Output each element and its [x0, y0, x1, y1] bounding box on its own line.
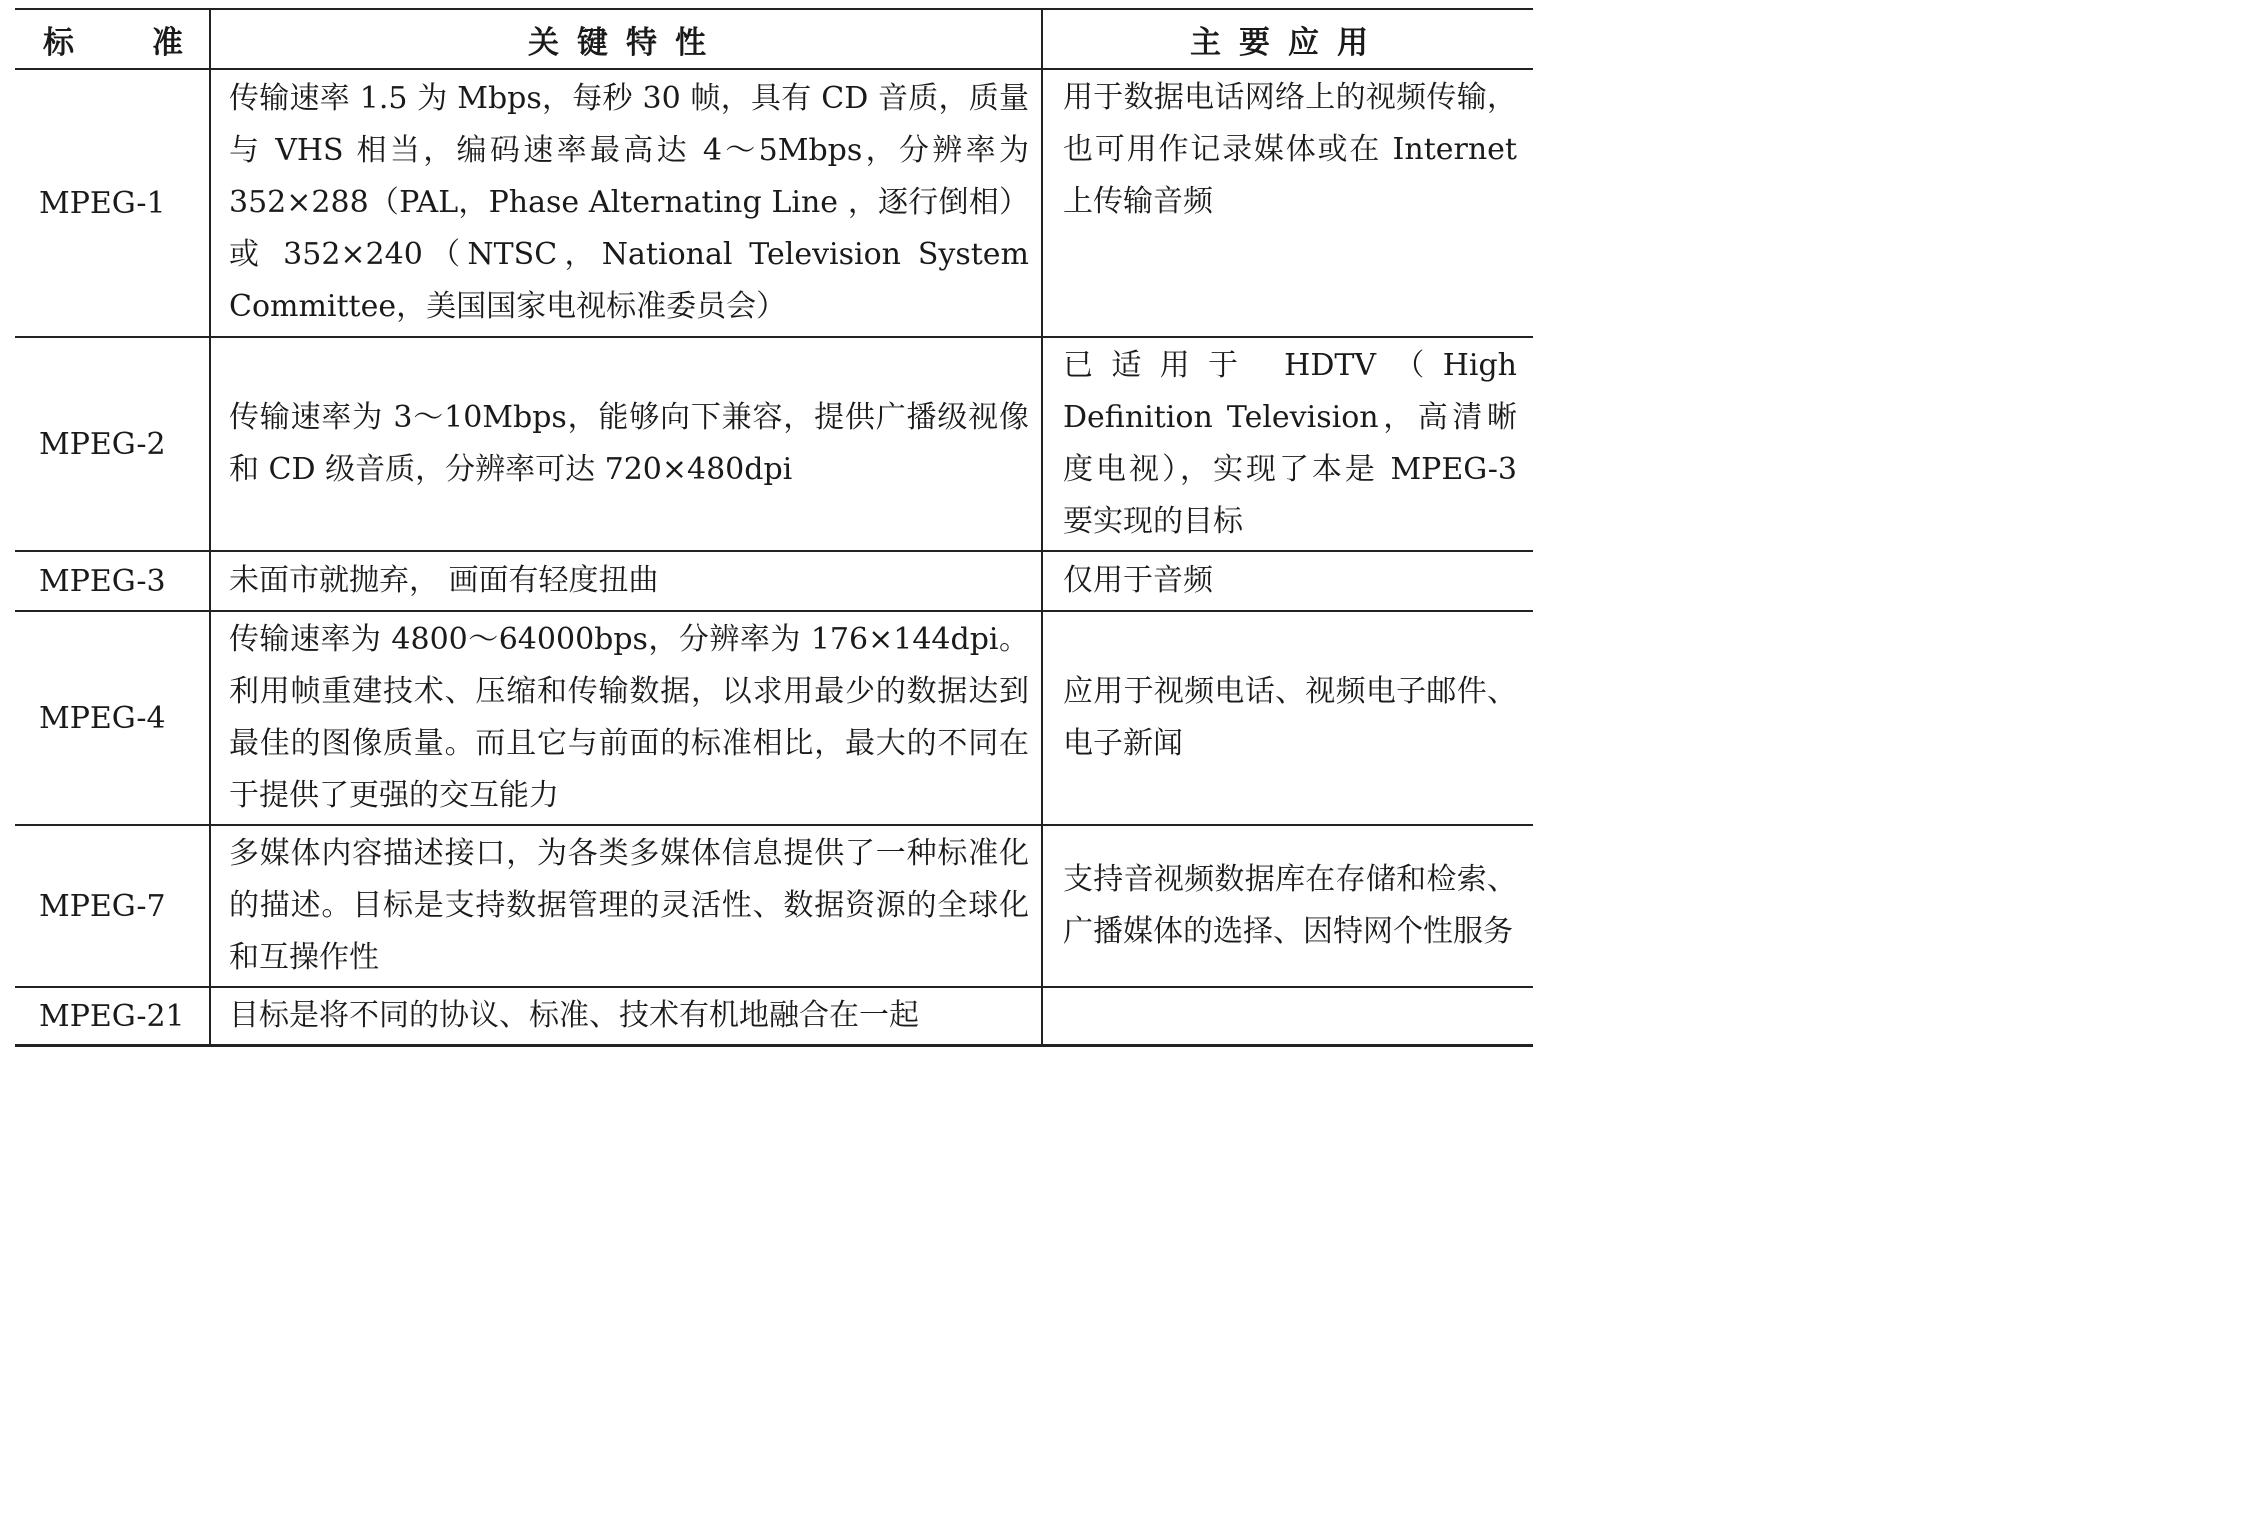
cell-standard: MPEG-21 [15, 987, 210, 1046]
table-row-mpeg-21 [15, 987, 1533, 1046]
cell-applications: 已适用于 HDTV（High Definition Television，高清晰度电视），实现了本是 MPEG-3 要实现的目标 [1042, 337, 1533, 551]
table-row-mpeg-4 [15, 611, 1533, 825]
cell-applications: 用于数据电话网络上的视频传输，也可用作记录媒体或在 Internet 上传输音频 [1042, 69, 1533, 337]
table-row-mpeg-1 [15, 69, 1533, 337]
header-standard [15, 9, 210, 69]
header-applications-label: 主要应用 [1190, 24, 1386, 61]
cell-applications: 支持音视频数据库在存储和检索、广播媒体的选择、因特网个性服务 [1042, 825, 1533, 987]
table-body [15, 69, 1533, 1046]
cell-features: 未面市就抛弃， 画面有轻度扭曲 [210, 551, 1042, 611]
table-row-mpeg-7 [15, 825, 1533, 987]
cell-standard: MPEG-1 [15, 69, 210, 337]
header-features [210, 9, 1042, 69]
table-row-mpeg-2 [15, 337, 1533, 551]
cell-standard: MPEG-7 [15, 825, 210, 987]
cell-applications [1042, 987, 1533, 1046]
header-standard-char-2: 准 [152, 24, 183, 61]
cell-features: 多媒体内容描述接口，为各类多媒体信息提供了一种标准化的描述。目标是支持数据管理的灵活性、数据资源的全球化和互操作性 [210, 825, 1042, 987]
table-header [15, 9, 1533, 69]
cell-features: 传输速率为 3～10Mbps，能够向下兼容，提供广播级视像和 CD 级音质，分辨率可达 720×480dpi [210, 337, 1042, 551]
table-row-mpeg-3 [15, 551, 1533, 611]
cell-features: 目标是将不同的协议、标准、技术有机地融合在一起 [210, 987, 1042, 1046]
cell-applications: 仅用于音频 [1042, 551, 1533, 611]
header-applications [1042, 9, 1533, 69]
header-standard-char-1: 标 [43, 24, 74, 61]
cell-standard: MPEG-4 [15, 611, 210, 825]
header-features-label: 关键特性 [528, 24, 724, 61]
mpeg-standards-table [15, 8, 1533, 1047]
cell-applications: 应用于视频电话、视频电子邮件、电子新闻 [1042, 611, 1533, 825]
cell-features: 传输速率为 4800～64000bps，分辨率为 176×144dpi。利用帧重建技术、压缩和传输数据，以求用最少的数据达到最佳的图像质量。而且它与前面的标准相比，最大的不同在于提供了更强的交互能力 [210, 611, 1042, 825]
cell-standard: MPEG-2 [15, 337, 210, 551]
header-row [15, 9, 1533, 69]
cell-features: 传输速率 1.5 为 Mbps，每秒 30 帧，具有 CD 音质，质量与 VHS 相当，编码速率最高达 4～5Mbps，分辨率为 352×288（PAL，Phase Alternating Line ，逐行倒相）或 352×240（NTSC，National Television System Committee，美国国家电视标准委员会） [210, 69, 1042, 337]
cell-standard: MPEG-3 [15, 551, 210, 611]
